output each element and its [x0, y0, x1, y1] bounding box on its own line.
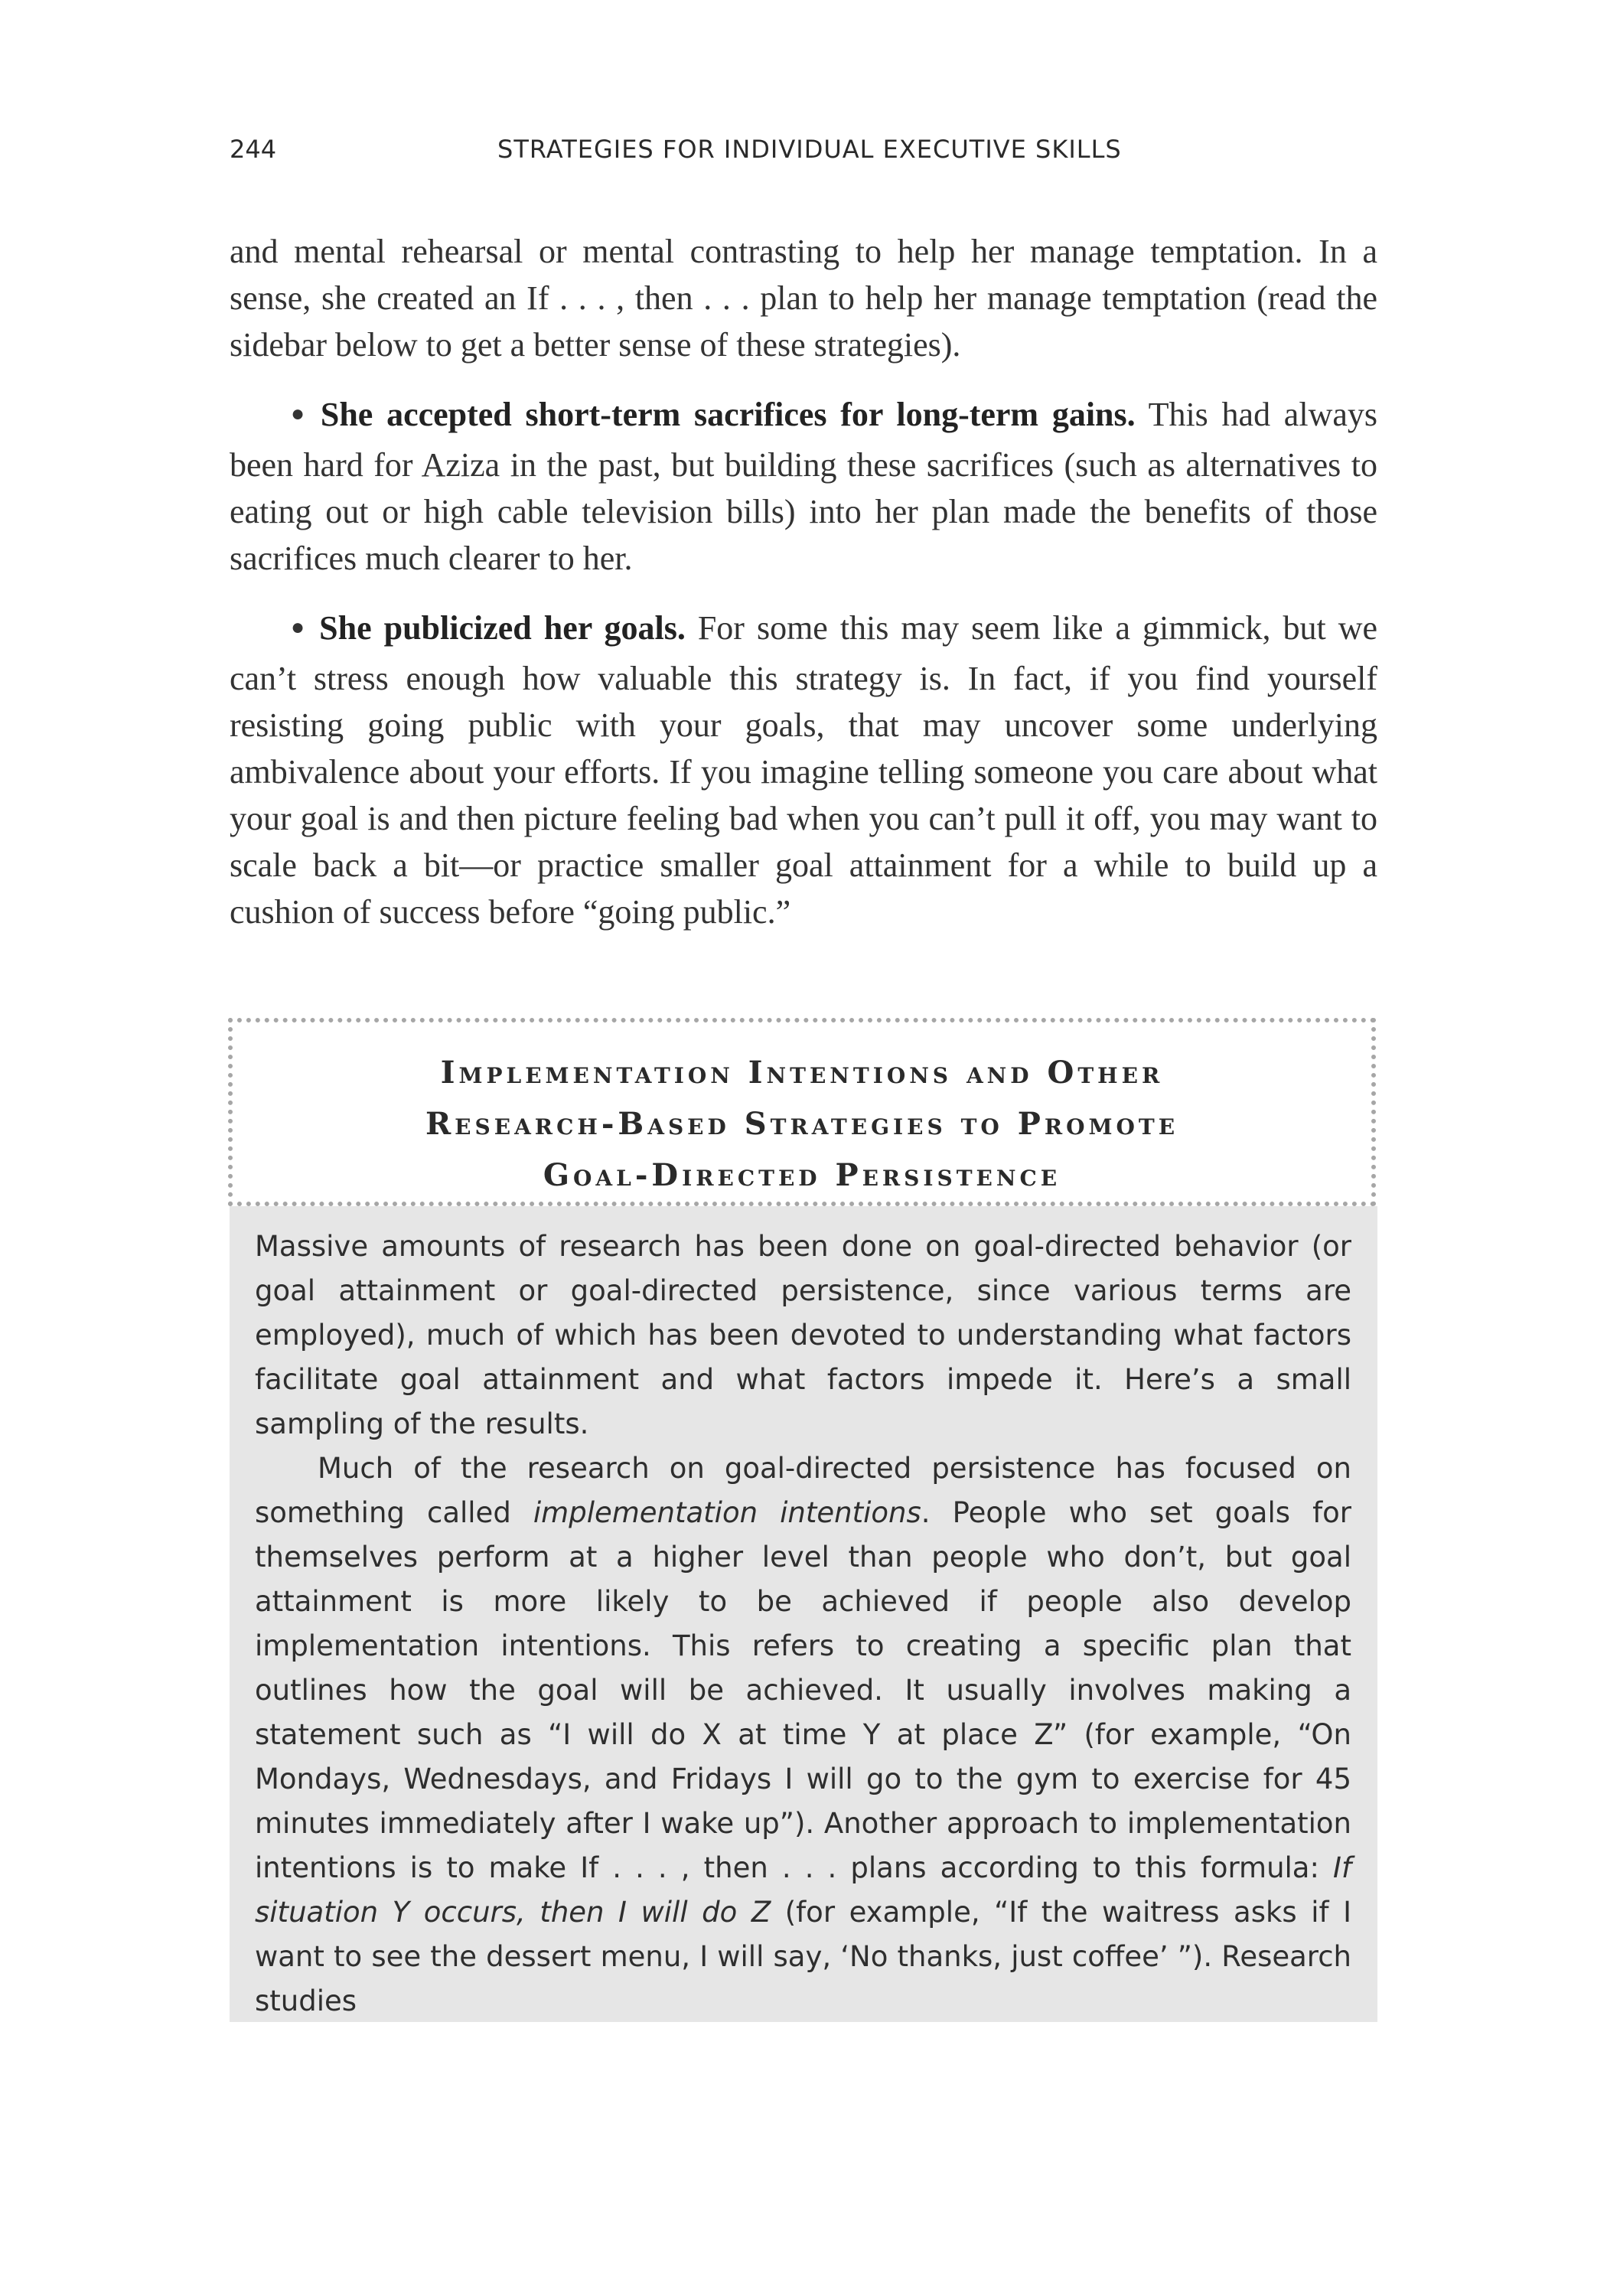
- sidebar-text-run: . People who set goals for themselves perform at a higher level than people who don’t, but goal attainment is more likely to be achieved if people also develop implementation intentions. This refers to creating a specific plan that outlines how the goal will be achieved. It usually involves making a statement such as “I will do X at time Y at place Z” (for example, “On Mondays, Wednesdays, and Fridays I will go to the gym to exercise for 45 minutes immediately after I wake up”). Another approach to implementation intentions is to make If . . . , then . . . plans according to this formula:: [255, 1496, 1351, 1884]
- bullet-body-text: For some this may seem like a gimmick, but we can’t stress enough how valuable this strategy is. In fact, if you find yourself resisting going public with your goals, that may uncover some underlying ambivalence about your efforts. If you imagine telling someone you care about what your goal is and then picture feeling bad when you can’t pull it off, you may want to scale back a bit—or practice smaller goal attainment for a while to build up a cushion of success before “going public.”: [230, 609, 1378, 931]
- bullet-icon: ●: [291, 615, 309, 640]
- running-title: STRATEGIES FOR INDIVIDUAL EXECUTIVE SKILLS: [497, 135, 1122, 164]
- bullet-item-publicized: [230, 605, 1377, 935]
- sidebar-text-run: (for example, “If the waitress asks if I want to see the dessert menu, I will say, ‘No thanks, just coffee’ ”). Research studies: [255, 1896, 1352, 2017]
- sidebar-text-run: Much of the research on goal-directed persistence has focused on something called: [255, 1452, 1351, 1529]
- bullet-lead-bold: She publicized her goals.: [319, 609, 686, 647]
- main-text: [230, 228, 1377, 958]
- sidebar-box: [228, 1018, 1379, 2022]
- sidebar-title-line: Implementation Intentions and Other: [440, 1055, 1164, 1091]
- sidebar-paragraph: Massive amounts of research has been done on goal-directed behavior (or goal attainment or goal-directed persistence, since various terms are employed), much of which has been devoted to understanding what factors facilitate goal attainment and what factors impede it. Here’s a small sampling of the results.: [255, 1230, 1351, 1440]
- sidebar-paragraph: [255, 1446, 1351, 2024]
- sidebar-title-line: Research-Based Strategies to Promote: [425, 1106, 1179, 1142]
- sidebar-body: [230, 1206, 1377, 2022]
- bullet-body-text: This had always been hard for Aziza in the past, but building these sacrifices (such as alternatives to eating out or high cable television bills) into her plan made the benefits of those sacrifices much clearer to her.: [230, 396, 1377, 577]
- bullet-lead-bold: She accepted short-term sacrifices for long-term gains.: [320, 396, 1136, 433]
- page-number: 244: [230, 135, 277, 164]
- bullet-item-sacrifices: [230, 391, 1377, 582]
- paragraph-continuation: and mental rehearsal or mental contrasting to help her manage temptation. In a sense, she created an If . . . , then . . . plan to help her manage temptation (read the sidebar below to get a better sense of these strategies).: [230, 233, 1377, 364]
- sidebar-title: [233, 1047, 1371, 1201]
- sidebar-title-box: [228, 1018, 1376, 1206]
- running-head: [230, 135, 1377, 173]
- sidebar-italic-formula: If situation Y occurs, then I will do Z: [255, 1851, 1351, 1929]
- bullet-icon: ●: [291, 401, 310, 426]
- sidebar-italic-term: implementation intentions: [533, 1496, 921, 1529]
- sidebar-title-line: Goal-Directed Persistence: [543, 1157, 1061, 1193]
